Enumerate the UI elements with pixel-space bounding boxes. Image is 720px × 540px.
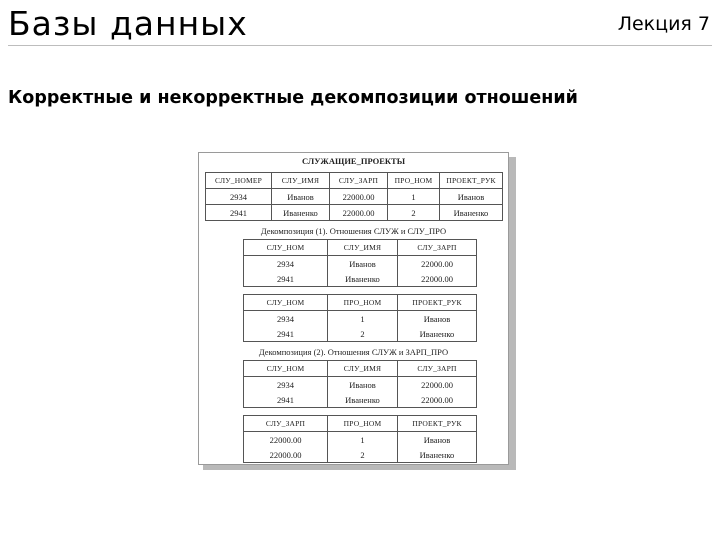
table-header-row bbox=[244, 295, 477, 311]
table-row bbox=[244, 447, 477, 463]
table-header-cell: СЛУ_НОМ bbox=[244, 240, 328, 256]
table-row bbox=[244, 271, 477, 287]
table-cell: Иваненко bbox=[398, 326, 477, 342]
table-header-cell: СЛУ_НОМ bbox=[244, 361, 328, 377]
table-cell: Иваненко bbox=[272, 205, 330, 221]
table-header-row bbox=[244, 240, 477, 256]
table-header-row bbox=[244, 416, 477, 432]
table-cell: Иваненко bbox=[398, 447, 477, 463]
table-header-cell: СЛУ_ИМЯ bbox=[328, 361, 398, 377]
decomposition-1-caption: Декомпозиция (1). Отношения СЛУЖ и СЛУ_ПРО bbox=[260, 226, 447, 236]
table-header-cell: СЛУ_ЗАРП bbox=[398, 361, 477, 377]
table-cell: 2941 bbox=[244, 392, 328, 408]
table-cell: 22000.00 bbox=[330, 189, 388, 205]
table-header-cell: СЛУ_ЗАРП bbox=[398, 240, 477, 256]
table-header-cell: ПРО_НОМ bbox=[388, 173, 440, 189]
decomposition-2-table-a bbox=[243, 360, 477, 408]
table-cell: Иванов bbox=[328, 377, 398, 393]
figure-relations bbox=[198, 152, 509, 465]
table-row bbox=[206, 205, 503, 221]
table-row bbox=[244, 392, 477, 408]
table-cell: 1 bbox=[328, 311, 398, 327]
table-cell: 22000.00 bbox=[398, 377, 477, 393]
table-cell: 22000.00 bbox=[244, 447, 328, 463]
table-cell: Иваненко bbox=[440, 205, 503, 221]
decomposition-1-table-a bbox=[243, 239, 477, 287]
slide-heading: Корректные и некорректные декомпозиции отношений bbox=[8, 88, 578, 108]
table-cell: 22000.00 bbox=[398, 392, 477, 408]
table-row bbox=[244, 311, 477, 327]
table-cell: 2 bbox=[388, 205, 440, 221]
page-title: Базы данных bbox=[8, 4, 248, 43]
table-row bbox=[244, 377, 477, 393]
table-header-cell: СЛУ_НОМ bbox=[244, 295, 328, 311]
table-cell: 2934 bbox=[244, 377, 328, 393]
table-header-row bbox=[244, 361, 477, 377]
decomposition-2-table-b bbox=[243, 415, 477, 463]
table-cell: 2934 bbox=[244, 256, 328, 272]
lecture-label: Лекция 7 bbox=[617, 13, 710, 35]
table-cell: 1 bbox=[328, 432, 398, 448]
table-header-cell: ПРОЕКТ_РУК bbox=[398, 416, 477, 432]
table-header-cell: ПРОЕКТ_РУК bbox=[398, 295, 477, 311]
table-cell: 2934 bbox=[206, 189, 272, 205]
decomposition-2-caption: Декомпозиция (2). Отношения СЛУЖ и ЗАРП_ПРО bbox=[258, 347, 449, 357]
table-cell: Иванов bbox=[398, 432, 477, 448]
table-row bbox=[244, 256, 477, 272]
table-cell: 2 bbox=[328, 326, 398, 342]
table-cell: 22000.00 bbox=[398, 256, 477, 272]
table-cell: Иванов bbox=[328, 256, 398, 272]
table-cell: Иваненко bbox=[328, 271, 398, 287]
table-cell: 2934 bbox=[244, 311, 328, 327]
table-cell: 2941 bbox=[244, 326, 328, 342]
table-row bbox=[244, 432, 477, 448]
table-cell: 22000.00 bbox=[330, 205, 388, 221]
table-cell: 2941 bbox=[206, 205, 272, 221]
main-relation-table bbox=[205, 172, 503, 221]
table-cell: 1 bbox=[388, 189, 440, 205]
table-header-cell: СЛУ_НОМЕР bbox=[206, 173, 272, 189]
table-cell: 22000.00 bbox=[398, 271, 477, 287]
table-header-cell: ПРО_НОМ bbox=[328, 295, 398, 311]
table-cell: Иванов bbox=[398, 311, 477, 327]
table-row bbox=[244, 326, 477, 342]
table-cell: Иванов bbox=[440, 189, 503, 205]
table-header-row bbox=[206, 173, 503, 189]
table-header-cell: ПРОЕКТ_РУК bbox=[440, 173, 503, 189]
table-header-cell: СЛУ_ЗАРП bbox=[244, 416, 328, 432]
table-header-cell: СЛУ_ИМЯ bbox=[328, 240, 398, 256]
main-table-caption: СЛУЖАЩИЕ_ПРОЕКТЫ bbox=[301, 156, 406, 166]
table-cell: Иваненко bbox=[328, 392, 398, 408]
table-row bbox=[206, 189, 503, 205]
table-cell: 22000.00 bbox=[244, 432, 328, 448]
decomposition-1-table-b bbox=[243, 294, 477, 342]
table-header-cell: СЛУ_ИМЯ bbox=[272, 173, 330, 189]
table-header-cell: ПРО_НОМ bbox=[328, 416, 398, 432]
table-cell: 2 bbox=[328, 447, 398, 463]
header-divider bbox=[8, 45, 712, 46]
table-cell: 2941 bbox=[244, 271, 328, 287]
table-cell: Иванов bbox=[272, 189, 330, 205]
table-header-cell: СЛУ_ЗАРП bbox=[330, 173, 388, 189]
